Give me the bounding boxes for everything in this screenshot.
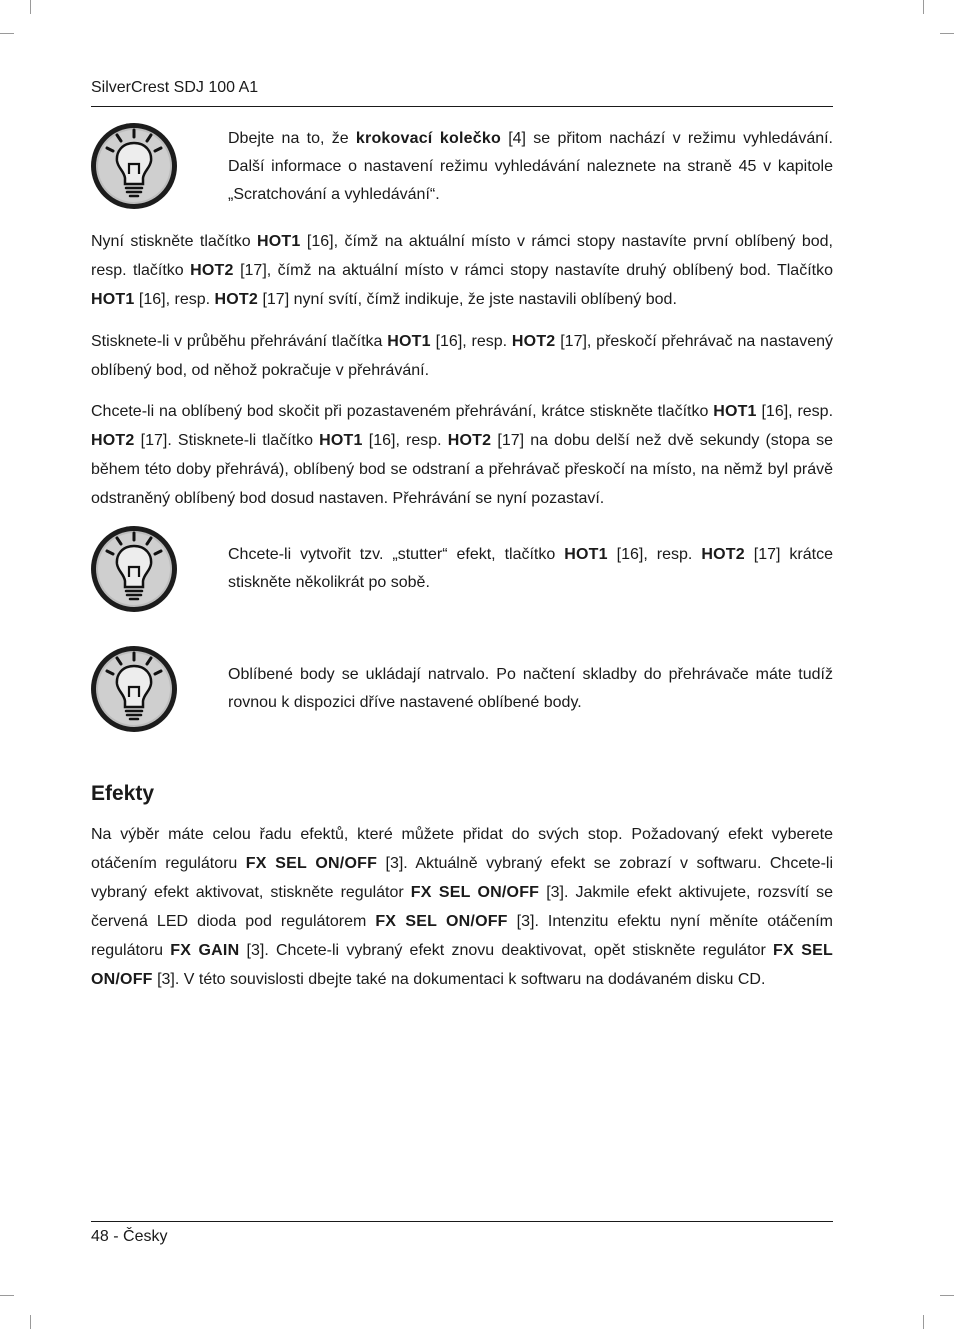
crop-mark <box>30 1315 31 1329</box>
control-name: FX SEL ON/OFF <box>375 913 508 930</box>
control-name: HOT2 <box>447 432 492 449</box>
control-name: HOT1 <box>319 432 363 449</box>
control-name: HOT1 <box>564 546 608 563</box>
control-name: HOT2 <box>91 432 135 449</box>
control-name: HOT2 <box>190 262 234 279</box>
note-text: Dbejte na to, že krokovací kolečko [4] se přitom nachází v režimu vyhledávání. Další informace o nastavení režimu vyhledávání naleznete na straně 45 v kapitole „Scratchování a vyhledávání“. <box>228 130 834 203</box>
control-name: HOT1 <box>257 233 301 250</box>
lightbulb-icon <box>90 122 178 210</box>
paragraph: Stisknete-li v průběhu přehrávání tlačítka HOT1 [16], resp. HOT2 [17], přeskočí přehrávač na nastavený oblíbený bod, od něhož pokračuje v přehrávání. <box>91 333 833 379</box>
footer-rule <box>91 1221 833 1222</box>
lightbulb-icon <box>90 525 178 613</box>
control-name: FX SEL ON/OFF <box>91 942 833 988</box>
control-name: HOT1 <box>91 291 135 308</box>
control-name: HOT2 <box>214 291 259 308</box>
control-name: HOT1 <box>387 333 431 350</box>
control-name: HOT2 <box>701 546 745 563</box>
note-text: Chcete-li vytvořit tzv. „stutter“ efekt, tlačítko HOT1 [16], resp. HOT2 [17] krátce stiskněte několikrát po sobě. <box>228 546 833 591</box>
header-rule <box>91 106 833 107</box>
control-name: HOT2 <box>511 333 556 350</box>
crop-mark <box>923 1315 924 1329</box>
control-name: FX GAIN <box>170 942 240 959</box>
control-name: FX SEL ON/OFF <box>410 884 540 901</box>
crop-mark <box>0 1295 14 1296</box>
paragraph: Chcete-li na oblíbený bod skočit při pozastaveném přehrávání, krátce stiskněte tlačítko HOT1 [16], resp. HOT2 [17]. Stisknete-li tlačítko HOT1 [16], resp. HOT2 [17] na dobu delší než dvě sekundy (stopa se během této doby přehrává), oblíbený bod se odstraní a přehrávač přeskočí na místo, na němž byl právě odstraněný oblíbený bod dosud nastaven. Přehrávání se nyní pozastaví. <box>91 403 834 507</box>
crop-mark <box>30 0 31 14</box>
lightbulb-icon <box>90 645 178 733</box>
crop-mark <box>0 33 14 34</box>
control-name: HOT1 <box>713 403 757 420</box>
section-heading: Efekty <box>91 782 155 805</box>
control-name: FX SEL ON/OFF <box>245 855 378 872</box>
crop-mark <box>923 0 924 14</box>
note-text: Oblíbené body se ukládají natrvalo. Po načtení skladby do přehrávače máte tudíž rovnou k dispozici dříve nastavené oblíbené body. <box>228 666 833 711</box>
page-number: 48 - Česky <box>91 1228 168 1245</box>
page-header-title: SilverCrest SDJ 100 A1 <box>91 79 259 96</box>
paragraph: Nyní stiskněte tlačítko HOT1 [16], čímž na aktuální místo v rámci stopy nastavíte první oblíbený bod, resp. tlačítko HOT2 [17], čímž na aktuální místo v rámci stopy nastavíte druhý oblíbený bod. Tlačítko HOT1 [16], resp. HOT2 [17] nyní svítí, čímž indikuje, že jste nastavili oblíbený bod. <box>91 233 833 308</box>
crop-mark <box>940 33 954 34</box>
control-name: krokovací kolečko <box>355 130 501 147</box>
paragraph: Na výběr máte celou řadu efektů, které můžete přidat do svých stop. Požadovaný efekt vyberete otáčením regulátoru FX SEL ON/OFF [3]. Aktuálně vybraný efekt se zobrazí v softwaru. Chcete-li vybraný efekt aktivovat, stiskněte regulátor FX SEL ON/OFF [3]. Jakmile efekt aktivujete, rozsvítí se červená LED dioda pod regulátorem FX SEL ON/OFF [3]. Intenzitu efektu nyní měníte otáčením regulátoru FX GAIN [3]. Chcete-li vybraný efekt znovu deaktivovat, opět stiskněte regulátor FX SEL ON/OFF [3]. V této souvislosti dbejte také na dokumentaci k softwaru na dodávaném disku CD. <box>91 826 834 988</box>
crop-mark <box>940 1295 954 1296</box>
